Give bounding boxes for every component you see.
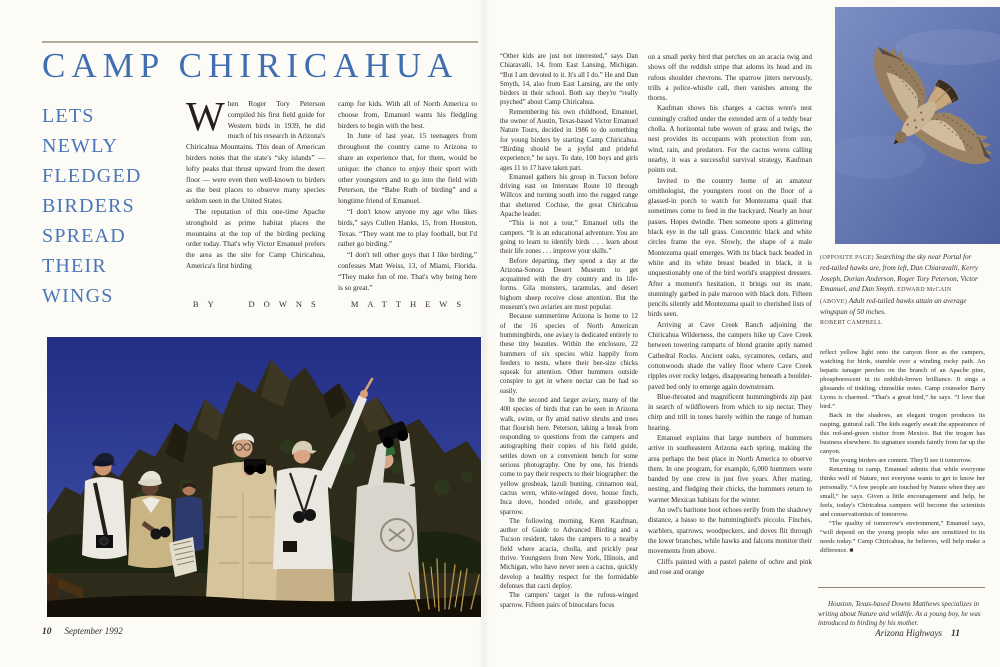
paragraph: “Other kids are just not interested,” says Dan Chiaravalli, 14, from East Lansing, Michigan. “But I am devoted to it. It's all I do.” He and Dan Smyth, 14, also from East Lansing, are the only birders in their school. Both say they're “really psyched” about Camp Chiricahua.	[500, 53, 638, 107]
paragraph: “The quality of tomorrow's environment,” Emanuel says, “will depend on the young people who are sensitized to its needs today.” Camp Chiricahua, he believes, will help make a difference. ■	[820, 520, 985, 554]
article-title: CAMP CHIRICAHUA	[42, 46, 459, 85]
paragraph: In June of last year, 15 teenagers from throughout the country came to Arizona to share an experience that, for them, would be unique: the chance to enjoy their sport with other youngsters and to go into the field with Peterson, the “Babe Ruth of birding” and a longtime friend of Emanuel.	[338, 131, 477, 206]
footer-right	[790, 628, 960, 639]
issue-date: September 1992	[64, 626, 123, 636]
deck-line: BIRDERS	[42, 195, 135, 217]
paragraph: Emanuel gathers his group in Tucson before driving east on Interstate Route 10 through Willcox and turning south into the rugged range that sheltered Cochise, the great Chiricahua Apache leader.	[500, 173, 638, 219]
birders-group-photo	[47, 337, 481, 617]
footer-left	[42, 626, 123, 637]
body-column-2	[338, 99, 477, 295]
paragraph: Because summertime Arizona is home to 12 of the 16 species of North American hummingbirds, one aviary is dedicated entirely to these tiny beauties. Within the enclosure, 22 hummers of six species whiz happily from feeders to nests, where their bee-size chicks squeak for attention. Other hummers outside conspire to get in where nectar can be had so easily.	[500, 313, 638, 395]
bio-rule	[818, 587, 985, 588]
paragraph: Cliffs painted with a pastel palette of ochre and pink and rose and orange	[648, 557, 812, 576]
paragraph: Invited to the country home of an amateur ornithologist, the youngsters roost on the floor of a glassed-in porch to watch for Montezuma quail that sometimes come to feed in the backyard. Nearly an hour passes. Hopes dwindle. Then someone spots a glittering black eye in the tall grass. Concentric black and white circles frame the eye. Slowly, the shape of a male Montezuma quail emerges. With its black back beaded in white and its white breast beaded in black, it is unquestionably one of the bird world's snappiest dressers. After a moment's hesitation, it brings out its mate, stunningly garbed in pale maroon with black dots. Fifteen pencils silently add Montezuma quail to cherished lists of birds seen.	[648, 176, 812, 319]
page-number-right: 11	[951, 629, 960, 639]
lead-text: hen Roger Tory Peterson compiled his first field guide for Western birds in 1939, he did much of his research in Arizona's Chiricahua Mountains. This dean of American birders notes that the state's “sky islands” — lofty peaks that thrust upward from the desert floor — were even then well-known to birders as the best places to observe many species seldom seen in the United States.	[186, 99, 325, 206]
photo-captions	[820, 252, 984, 329]
title-rule	[42, 41, 478, 43]
paragraph: Arriving at Cave Creek Ranch adjoining the Chiricahua Wilderness, the campers hike up Cave Creek between towering ramparts of blond granite aptly named Cathedral Rocks. Ancient oaks, sycamores, cedars, and cottonwoods shade the valley floor where Cave Creek ripples over rocky ledges, disappearing beneath a boulder-paved bed only to emerge again downstream.	[648, 320, 812, 391]
paragraph: camp for kids. With all of North America to choose from, Emanuel wants his fledgling birders to begin with the best.	[338, 99, 477, 130]
deck-line: LETS	[42, 105, 95, 127]
deck-line: WINGS	[42, 285, 114, 307]
red-tailed-hawk-photo	[835, 7, 1000, 244]
author-bio: Houston, Texas-based Downs Matthews specializes in writing about Nature and wildlife. As a young boy, he was introduced to birding by his mother.	[818, 600, 981, 628]
caption-opposite-text: Searching the sky near Portal for red-tailed hawks are, from left, Dan Chiaravalli, Kerry Joseph, Dorian Anderson, Roger Tory Peterson, Victor Emanuel, and Dan Smyth.	[820, 253, 979, 294]
body-column-4	[648, 52, 812, 627]
paragraph: “I don't know anyone my age who likes birds,” says Cullen Hanks, 15, from Houston, Texas. “They want me to play football, but I'd rather go birding.”	[338, 206, 477, 249]
birders-group-photo-art	[47, 337, 481, 617]
paragraph: Back in the shadows, an elegant trogon produces its rasping, guttural call. The kids eagerly await the appearance of this red-and-green visitor from Mexico. But the trogon has business elsewhere. Its signature sounds faintly from far up the canyon.	[820, 412, 985, 455]
paragraph: Before departing, they spend a day at the Arizona-Sonora Desert Museum to get acquainted with the dry country and its life-forms. Gila monsters, tarantulas, and desert bighorn sheep receive close attention. But the museum's two aviaries are most popular.	[500, 257, 638, 312]
paragraph: Remembering his own childhood, Emanuel, the owner of Austin, Texas-based Victor Emanuel Nature Tours, decided in 1986 to do something for young birders by starting Camp Chiricahua. “Birding should be a joyful and prideful experience,” he says. To date, 100 boys and girls ages 11 to 17 have taken part.	[500, 108, 638, 172]
body-column-3	[500, 52, 638, 627]
magazine-name: Arizona Highways	[875, 628, 943, 638]
paragraph: The young birders are content. They'll see it tomorrow.	[829, 457, 972, 464]
caption-opposite-credit: EDWARD McCAIN	[897, 287, 952, 294]
article-deck	[42, 101, 192, 311]
paragraph: “This is not a tour,” Emanuel tells the campers. “It is an educational adventure. You are going to learn to identify birds . . . learn about their life zones . . . improve your skills.”	[500, 220, 638, 256]
caption-above-label: (ABOVE)	[820, 298, 848, 305]
deck-line: NEWLY	[42, 135, 119, 157]
caption-above-credit: ROBERT CAMPBELL	[820, 320, 883, 327]
caption-opposite	[820, 252, 984, 296]
deck-line: SPREAD	[42, 225, 126, 247]
paragraph: Kaufman shows his charges a cactus wren's nest cunningly crafted under the extended arm of a teddy bear cholla. A horizontal tube woven of grass and twigs, the nest provides its occupants with protection from sun, wind, rain, and predators. For the cactus wrens calling nearby, it was a successful survival strategy, Kaufman points out.	[648, 104, 812, 175]
caption-above	[820, 296, 984, 329]
paragraph: In the second and larger aviary, many of the 400 species of birds that can be seen in Arizona walk, swim, or fly amid native shrubs and trees that flourish here. Peterson, taking a break from responding to questions from the campers and autographing their copies of his field guide, settles down on a convenient bench for some serious photography. One by one, his friends come to pay their respects to their biographer: the yellow grosbeak, lazuli bunting, cinnamon teal, cactus wren, white-winged dove, house finch, Inca dove, hooded oriole, and grasshopper sparrow.	[500, 396, 638, 516]
paragraph: on a small perky bird that perches on an acacia twig and shows off the reddish stripe that adorns its head and its rufous shoulder chevrons. The sparrow jitters nervously, trills a police-whistle call, then vanishes among the thorns.	[648, 53, 812, 103]
page-number-left: 10	[42, 627, 52, 637]
byline: BY DOWNS MATTHEWS	[192, 299, 471, 309]
paragraph: The campers' target is the rufous-winged sparrow. Fifteen pairs of binoculars focus	[500, 592, 638, 609]
paragraph: The reputation of this one-time Apache stronghold as prime habitat places the mountains at the top of the birding pecking order today. That's why Victor Emanuel prefers the area as the site for Camp Chiricahua, America's first birding	[186, 206, 325, 270]
paragraph: An owl's baritone hoot echoes eerily from the shadowy distance, a basso to the hummingbird's piccolo. Finches, warblers, sparrows, woodpeckers, and doves flit through the lower branches, while hawks and falcons monitor their movements from above.	[648, 506, 812, 556]
deck-line: FLEDGED	[42, 165, 142, 187]
red-tailed-hawk-art	[835, 7, 1000, 244]
paragraph: The following morning, Kenn Kaufman, author of Guide to Advanced Birding and a Tucson resident, takes the campers to a nearby field where acacia, cholla, and prickly pear thrive. Youngsters from New York, Illinois, and Michigan, who have never seen a cactus, quickly develop a healthy respect for the formidable defenses that cacti deploy.	[500, 517, 638, 590]
lead-paragraph	[186, 99, 325, 207]
deck-line: THEIR	[42, 255, 107, 277]
drop-cap: W	[186, 99, 225, 139]
caption-opposite-label: (OPPOSITE PAGE)	[820, 255, 874, 261]
body-column-1	[186, 99, 325, 295]
paragraph: “I don't tell other guys that I like birding,” confesses Matt Weiss, 13, of Miami, Florida. “They make fun of me. That's why being here is so great.”	[338, 250, 477, 292]
caption-above-text: Adult red-tailed hawks attain an average wingspan of 50 inches.	[820, 296, 967, 317]
paragraph: reflect yellow light onto the canyon floor as the campers, watching for birds, stumble over a winding rocky path. An hepatic tanager perches on the branch of an Apache pine, phosphorescent in its reddish-brown brilliance. It sings a glissando of tinkling, chimelike notes. Camp counselor Barry Lyons is charmed. “That's a great bird,” he says. “I love that bird.”	[820, 349, 985, 410]
paragraph: Returning to camp, Emanuel admits that while everyone thinks well of Nature, not everyone wants to get to know her personally. “A few people are touched by Nature when they are small,” he says. Given a little encouragement and help, he feels, today's Chiricahua campers will become the scientists and conservationists of tomorrow.	[820, 466, 985, 518]
paragraph: Blue-throated and magnificent hummingbirds zip past in search of wildflowers from which to sip nectar. They chirp and trill in tones barely within the range of human hearing.	[648, 392, 812, 432]
paragraph: Emanuel explains that large numbers of hummers arrive in southeastern Arizona each spring, making the area perhaps the best place in North America to observe them. In one program, for example, 6,000 hummers were banded by one crew in just five years. After mating, nesting, and fledging their chicks, the hummers return to warmer Mexican habitats for the winter.	[648, 433, 812, 504]
body-column-5	[820, 348, 985, 584]
